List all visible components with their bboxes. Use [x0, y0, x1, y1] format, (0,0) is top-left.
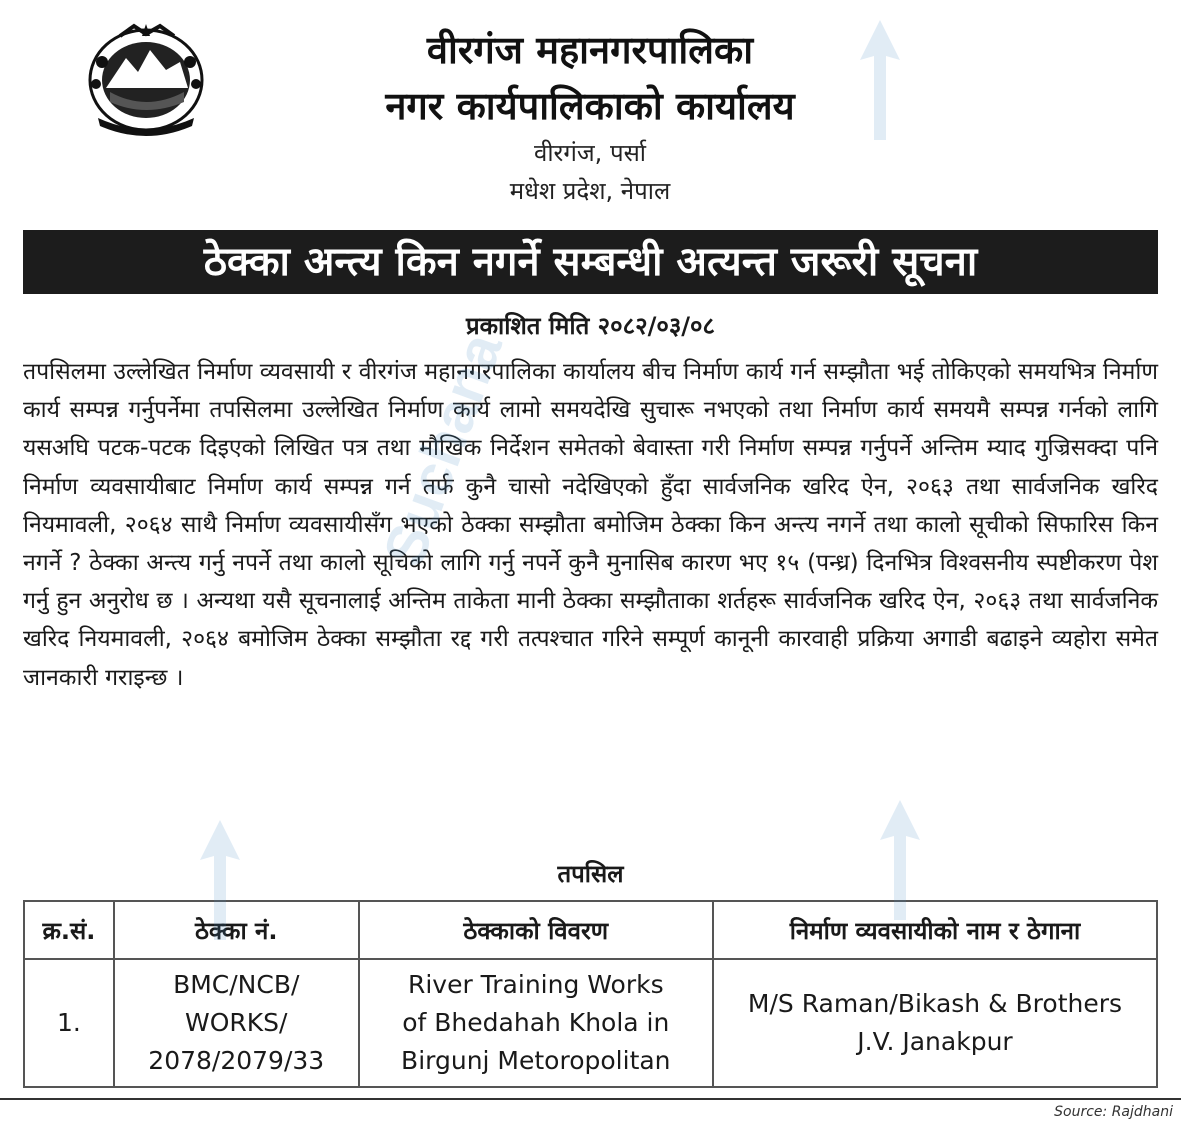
contract-no-line: WORKS/ [185, 1008, 288, 1037]
description-line: of Bhedahah Khola in [402, 1008, 670, 1037]
cell-contract-no [114, 959, 359, 1087]
cell-description [359, 959, 713, 1087]
published-date: प्रकाशित मिति २०८२/०३/०८ [465, 312, 716, 340]
column-header-contract-no: ठेक्का नं. [114, 901, 359, 959]
cell-contractor [713, 959, 1157, 1087]
contractor-line: J.V. Janakpur [857, 1027, 1013, 1056]
column-header-serial: क्र.सं. [24, 901, 114, 959]
description-line: River Training Works [407, 970, 664, 999]
table-row [24, 959, 1157, 1087]
watermark-arrow-icon [880, 800, 920, 920]
header [250, 22, 930, 210]
schedule-heading: तपसिल [557, 860, 624, 888]
serial-number: 1. [57, 1008, 81, 1037]
schedule-table [23, 900, 1158, 1088]
watermark-arrow-icon [860, 20, 900, 140]
column-header-description: ठेक्काको विवरण [359, 901, 713, 959]
address-city: वीरगंज, पर्सा [533, 139, 647, 167]
watermark-arrow-icon [200, 820, 240, 940]
source-credit: Source: Rajdhani [1054, 1104, 1173, 1120]
watermark-text: Suchana [371, 325, 515, 575]
description-line: Birgunj Metoropolitan [401, 1046, 671, 1075]
notice-title-banner: ठेक्का अन्त्य किन नगर्ने सम्बन्धी अत्यन्त जरूरी सूचना [23, 230, 1158, 294]
address-province: मधेश प्रदेश, नेपाल [509, 177, 671, 205]
contract-no-line: 2078/2079/33 [148, 1046, 325, 1075]
org-title: वीरगंज महानगरपालिका [426, 28, 754, 72]
contractor-line: M/S Raman/Bikash & Brothers [747, 989, 1123, 1018]
nepal-municipal-emblem-icon [80, 22, 212, 136]
contract-no-line: BMC/NCB/ [173, 970, 300, 999]
cell-serial [24, 959, 114, 1087]
watermark-logo-icon [360, 300, 620, 580]
table-header-row [24, 901, 1157, 959]
column-header-contractor: निर्माण व्यवसायीको नाम र ठेगाना [713, 901, 1157, 959]
org-subtitle: नगर कार्यपालिकाको कार्यालय [385, 84, 795, 128]
notice-body: तपसिलमा उल्लेखित निर्माण व्यवसायी र वीरगंज महानगरपालिका कार्यालय बीच निर्माण कार्य गर्न सम्झौता भई तोकिएको समयभित्र निर्माण कार्य सम्पन्न गर्नुपर्नेमा तपसिलमा उल्लेखित निर्माण कार्य लामो समयदेखि सुचारू नभएको तथा निर्माण कार्य समयमै सम्पन्न गर्नको लागि यसअघि पटक-पटक दिइएको लिखित पत्र तथा मौखिक निर्देशन समेतको बेवास्ता गरी निर्माण सम्पन्न गर्नुपर्ने अन्तिम म्याद गुज्रिसक्दा पनि निर्माण व्यवसायीबाट निर्माण कार्य सम्पन्न गर्न तर्फ कुनै चासो नदेखिएको हुँदा सार्वजनिक खरिद ऐन, २०६३ तथा सार्वजनिक खरिद नियमावली, २०६४ साथै निर्माण व्यवसायीसँग भएको ठेक्का सम्झौता बमोजिम ठेक्का किन अन्त्य नगर्ने तथा कालो सूचीको सिफारिस किन नगर्ने ? ठेक्का अन्त्य गर्नु नपर्ने तथा कालो सूचिको लागि गर्नु नपर्ने कुनै मुनासिब कारण भए १५ (पन्ध्र) दिनभित्र विश्वसनीय स्पष्टीकरण पेश गर्नु हुन अनुरोध छ । अन्यथा यसै सूचनालाई अन्तिम ताकेता मानी ठेक्का सम्झौताका शर्तहरू सार्वजनिक खरिद ऐन, २०६३ तथा सार्वजनिक खरिद नियमावली, २०६४ बमोजिम ठेक्का सम्झौता रद्द गरी तत्पश्चात गरिने सम्पूर्ण कानूनी कारवाही प्रक्रिया अगाडी बढाइने व्यहोरा समेत जानकारी गराइन्छ । [23, 359, 1158, 691]
